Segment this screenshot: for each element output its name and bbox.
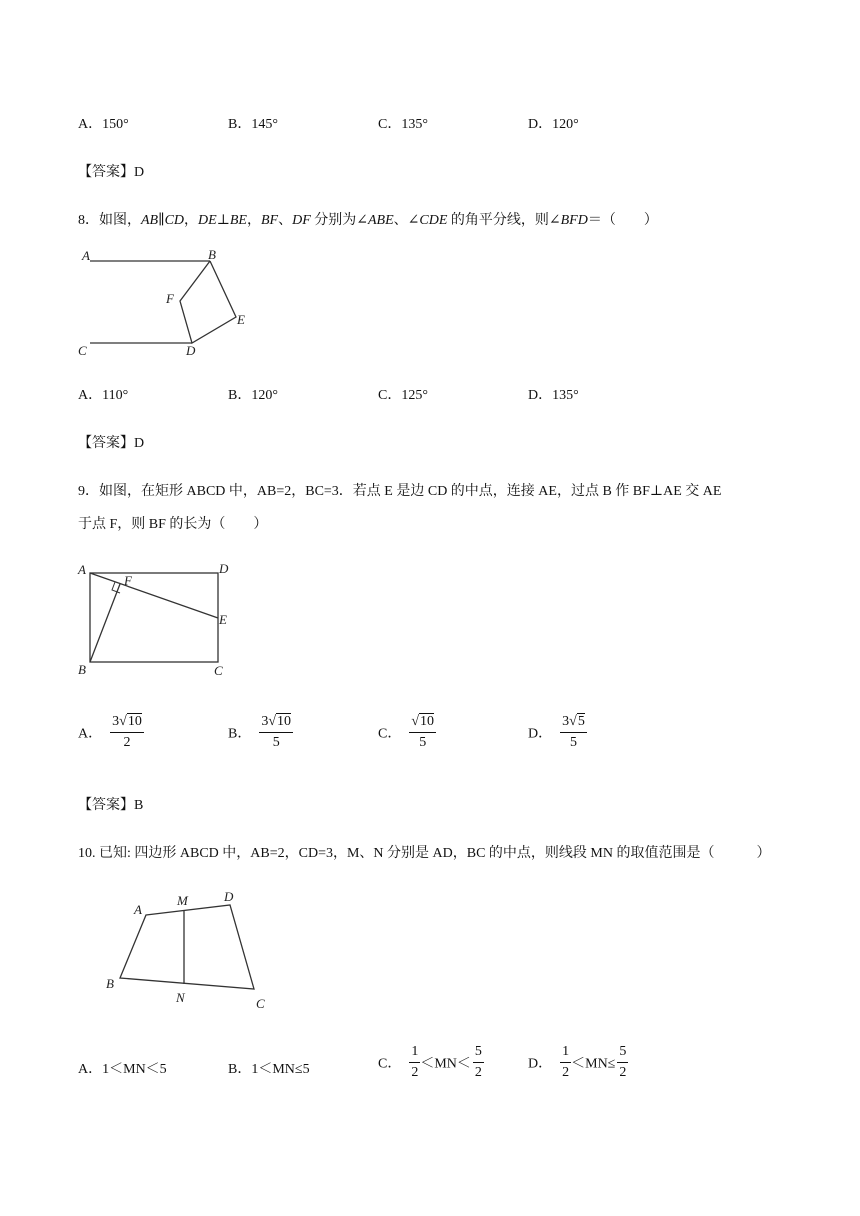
q9-figure <box>74 558 244 682</box>
q8-option-a: A．110° <box>78 388 129 403</box>
q9-option-b: B． $\frac{3√10}{5}$ <box>228 714 292 750</box>
q10-label-c: C <box>256 996 265 1011</box>
q9-label-c: C <box>214 663 223 678</box>
q8-figure <box>76 244 266 366</box>
q8-option-c: C．125° <box>378 388 428 403</box>
q10-option-d: D． $\frac{1}{2}$ ＜MN≤ $\frac{5}{2}$ <box>528 1044 627 1080</box>
q9-label-e: E <box>219 612 227 627</box>
q7-option-b: B．145° <box>228 117 278 132</box>
q8-label-f: F <box>166 291 174 306</box>
q9-option-d: D． $\frac{3√5}{5}$ <box>528 714 585 750</box>
q8-option-b: B．120° <box>228 388 278 403</box>
q10-label-n: N <box>176 990 185 1005</box>
q9-label-b: B <box>78 662 86 677</box>
q9-answer: 【答案】B <box>78 798 144 813</box>
q7-option-c: C．135° <box>378 117 428 132</box>
q8-label-c: C <box>78 343 87 358</box>
q8-label-a: A <box>82 248 90 263</box>
q9-label-d: D <box>219 561 229 576</box>
q10-option-c: C． $\frac{1}{2}$ ＜MN＜ $\frac{5}{2}$ <box>378 1044 482 1080</box>
q10-question: 10. 已知: 四边形 ABCD 中，AB=2，CD=3，M、N 分别是 AD，BC 的中点，则线段 MN 的取值范围是（ ） <box>78 846 771 861</box>
q7-option-d: D．120° <box>528 117 579 132</box>
q8-label-b: B <box>208 247 216 262</box>
q7-option-a: A．150° <box>78 117 129 132</box>
q8-question: 8．如图，AB∥CD，DE⊥BE，BF、DF 分别为∠ABE、∠CDE 的角平分线，则∠BFD＝（ ） <box>78 213 658 228</box>
q9-label-a: A <box>78 562 86 577</box>
q10-label-a: A <box>134 902 142 917</box>
q10-figure <box>100 884 280 1014</box>
q10-option-a: A．1＜MN＜5 <box>78 1062 167 1077</box>
q8-label-d: D <box>186 343 196 358</box>
q10-label-b: B <box>106 976 114 991</box>
q8-label-e: E <box>237 312 245 327</box>
q9-label-f: F <box>124 573 132 588</box>
q9-question-line-1: 9．如图，在矩形 ABCD 中，AB=2，BC=3．若点 E 是边 CD 的中点，连接 AE，过点 B 作 BF⊥AE 交 AE <box>78 484 722 499</box>
q7-answer: 【答案】D <box>78 165 145 180</box>
q10-label-d: D <box>224 889 234 904</box>
q9-option-c: C． $\frac{√10}{5}$ <box>378 714 435 750</box>
q10-label-m: M <box>177 893 188 908</box>
q9-option-a: A． $\frac{3√10}{2}$ <box>78 714 142 750</box>
q8-answer: 【答案】D <box>78 436 145 451</box>
q9-question-line-2: 于点 F，则 BF 的长为（ ） <box>78 517 268 532</box>
q8-option-d: D．135° <box>528 388 579 403</box>
q10-option-b: B．1＜MN≤5 <box>228 1062 310 1077</box>
